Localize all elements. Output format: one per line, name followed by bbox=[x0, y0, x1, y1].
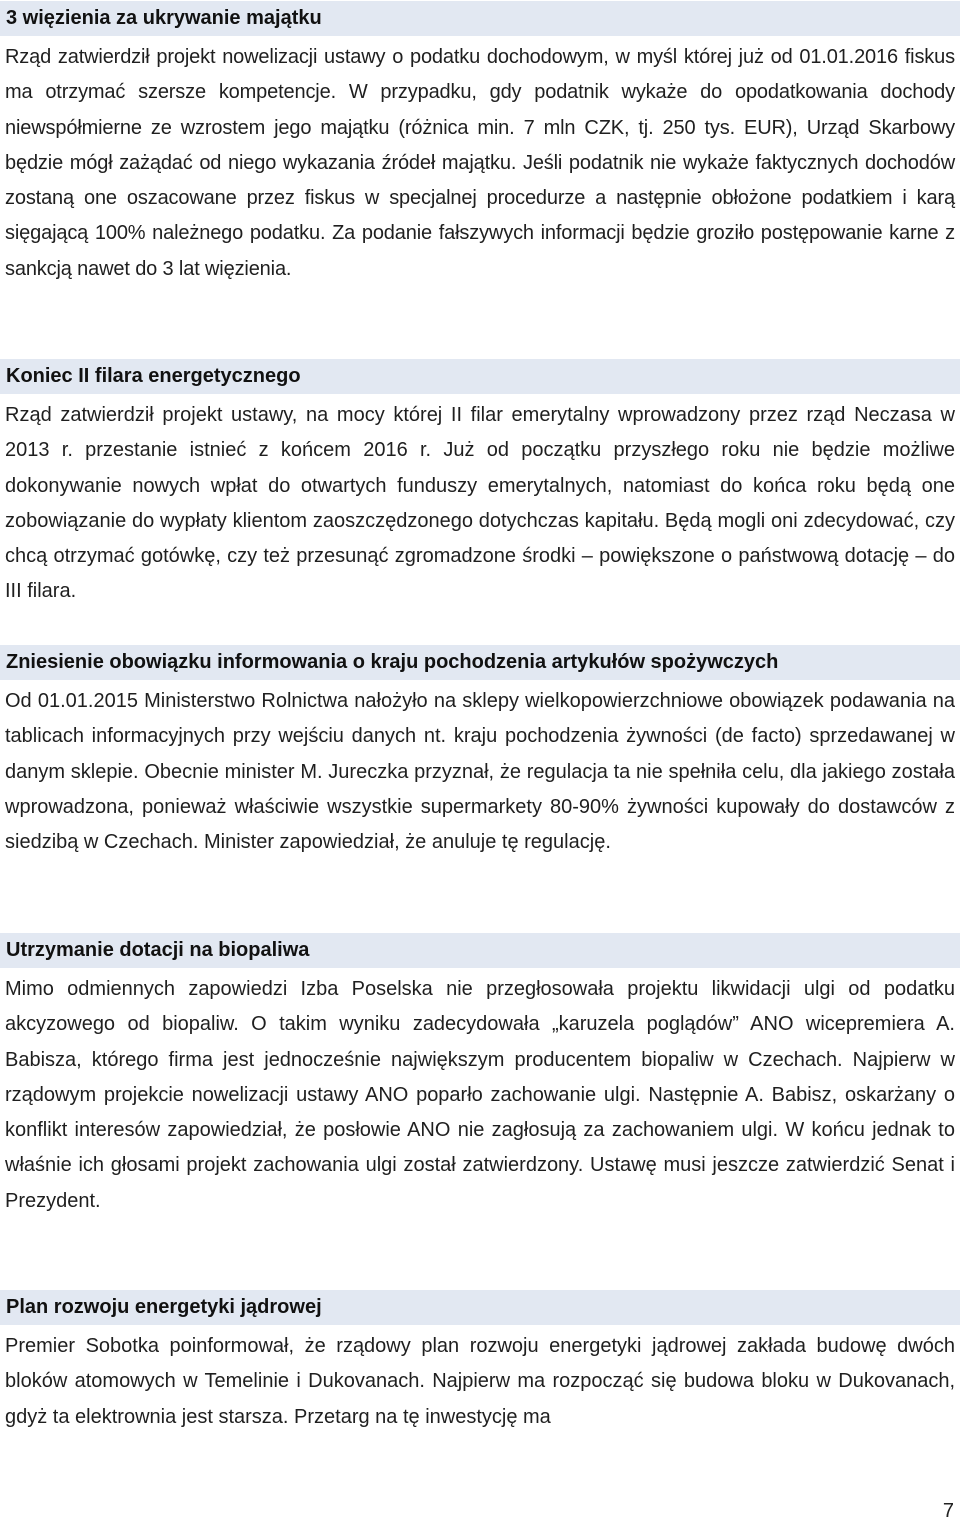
section-heading: Plan rozwoju energetyki jądrowej bbox=[0, 1290, 960, 1325]
section-heading: Koniec II filara energetycznego bbox=[0, 359, 960, 394]
section-body: Mimo odmiennych zapowiedzi Izba Poselska nie przegłosowała projektu likwidacji ulgi od podatku akcyzowego od biopaliw. O takim wyniku zadecydowała „karuzela poglądów” ANO wicepremiera A. Babisza, którego firma jest jednocześnie największym producentem biopaliw w Czechach. Najpierw w rządowym projekcie nowelizacji ustawy ANO poparło zachowanie ulgi. Następnie A. Babisz, oskarżany o konflikt interesów zapowiedział, że posłowie ANO nie zagłosują za zachowaniem ulgi. W końcu jednak to właśnie ich głosami projekt zachowania ulgi został zatwierdzony. Ustawę musi jeszcze zatwierdzić Senat i Prezydent. bbox=[5, 978, 955, 1212]
section-body: Rząd zatwierdził projekt ustawy, na mocy której II filar emerytalny wprowadzony przez rząd Neczasa w 2013 r. przestanie istnieć z końcem 2016 r. Już od początku przyszłego roku nie będzie możliwe dokonywanie nowych wpłat do otwartych funduszy emerytalnych, natomiast do końca roku będą one zobowiązanie do wypłaty klientom zaoszczędzonego dotychczas kapitału. Będą mogli oni zdecydować, czy chcą otrzymać gotówkę, czy też przesunąć zgromadzone środki – powiększone o państwową dotację – do III filara. bbox=[5, 404, 955, 603]
section-heading: 3 więzienia za ukrywanie majątku bbox=[0, 1, 960, 36]
section-heading: Zniesienie obowiązku informowania o kraju pochodzenia artykułów spożywczych bbox=[0, 645, 960, 680]
section-body: Rząd zatwierdził projekt nowelizacji ustawy o podatku dochodowym, w myśl której już od 01.01.2016 fiskus ma otrzymać szersze kompetencje. W przypadku, gdy podatnik wykaże do opodatkowania dochody niewspółmierne ze wzrostem jego majątku (różnica min. 7 mln CZK, tj. 250 tys. EUR), Urząd Skarbowy będzie mógł zażądać od niego wykazania źródeł majątku. Jeśli podatnik nie wykaże faktycznych dochodów zostaną one oszacowane przez fiskus w specjalnej procedurze a następnie obłożone podatkiem i karą sięgającą 100% należnego podatku. Za podanie fałszywych informacji będzie groziło postępowanie karne z sankcją nawet do 3 lat więzienia. bbox=[5, 46, 955, 280]
section-pension-pillar bbox=[0, 359, 960, 610]
section-hidden-assets bbox=[0, 1, 960, 287]
section-body: Od 01.01.2015 Ministerstwo Rolnictwa nałożyło na sklepy wielkopowierzchniowe obowiązek podawania na tablicach informacyjnych przy wejściu danych nt. kraju pochodzenia żywności (de facto) sprzedawanej w danym sklepie. Obecnie minister M. Jureczka przyznał, że regulacja ta nie spełniła celu, dla jakiego została wprowadzona, ponieważ właściwie wszystkie supermarkety 80-90% żywności kupowały do dostawców z siedzibą w Czechach. Minister zapowiedział, że anuluje tę regulację. bbox=[5, 690, 955, 854]
section-biofuels bbox=[0, 933, 960, 1219]
section-heading: Utrzymanie dotacji na biopaliwa bbox=[0, 933, 960, 968]
page-number: 7 bbox=[942, 1500, 954, 1522]
section-nuclear-energy bbox=[0, 1290, 960, 1435]
section-food-origin bbox=[0, 645, 960, 860]
section-body: Premier Sobotka poinformował, że rządowy plan rozwoju energetyki jądrowej zakłada budowę dwóch bloków atomowych w Temelinie i Dukovanach. Najpierw ma rozpocząć się budowa bloku w Dukovanach, gdyż ta elektrownia jest starsza. Przetarg na tę inwestycję ma bbox=[5, 1335, 955, 1428]
